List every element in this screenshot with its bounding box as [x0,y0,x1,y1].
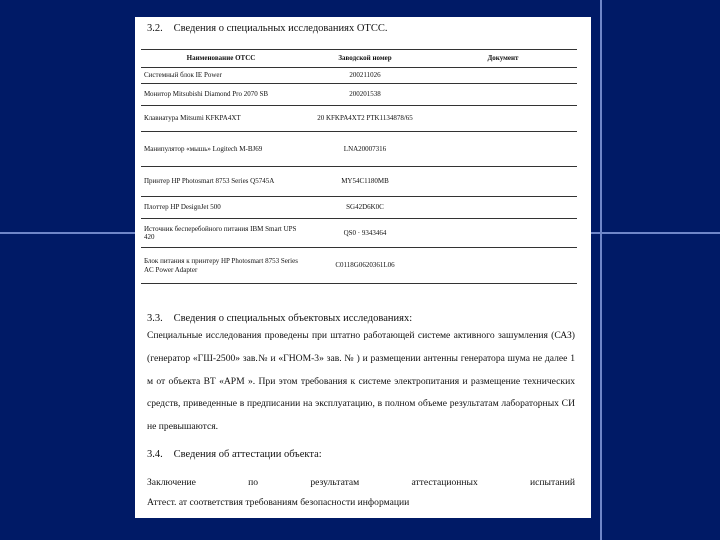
table-header-row [141,50,577,68]
row-name: Источник бесперебойного питания IBM Smart UPS 420 [141,219,301,248]
row-serial: 200201538 [301,84,429,106]
conclusion-word: аттестационных [411,477,478,488]
header-serial: Заводской номер [301,50,429,68]
row-serial: 200211026 [301,68,429,84]
table-row [141,68,577,84]
row-serial: MY54C1180MB [301,167,429,197]
table-row [141,197,577,219]
conclusion-word: испытаний [530,477,575,488]
row-doc [429,197,577,219]
header-document: Документ [429,50,577,68]
row-name: Блок питания к принтеру HP Photosmart 8753 Series AC Power Adapter [141,248,301,284]
header-name: Наименование ОТСС [141,50,301,68]
table-row [141,167,577,197]
background-vertical-line [600,0,602,540]
row-doc [429,68,577,84]
section-3-2-heading [147,23,387,34]
row-doc [429,106,577,132]
row-name: Принтер HP Photosmart 8753 Series Q5745A [141,167,301,197]
table-row [141,84,577,106]
conclusion-line-2: Аттест. ат соответствия требованиям безопасности информации [147,497,410,508]
row-name: Клавиатура Mitsumi KFKPA4XT [141,106,301,132]
section-3-3-title: Сведения о специальных объектовых исследованиях: [173,313,413,324]
row-name: Плоттер HP DesignJet 500 [141,197,301,219]
row-doc [429,167,577,197]
conclusion-word: результатам [310,477,360,488]
document-page [135,17,591,518]
section-3-3-number: 3.3. [147,313,163,324]
section-3-2-number: 3.2. [147,23,163,34]
row-doc [429,84,577,106]
row-name: Монитор Mitsubishi Diamond Pro 2070 SB [141,84,301,106]
table-row [141,132,577,167]
otss-table [141,49,577,284]
conclusion-word: по [248,477,259,488]
row-serial: QS0 · 9343464 [301,219,429,248]
table-row [141,219,577,248]
section-3-4-title: Сведения об аттестации объекта: [173,449,322,460]
conclusion-word: Заключение [147,477,196,488]
row-doc [429,248,577,284]
table-row [141,106,577,132]
row-name: Системный блок IE Power [141,68,301,84]
row-serial: SG42D6K0C [301,197,429,219]
conclusion-line [147,477,575,488]
section-3-3-heading [147,313,412,324]
row-doc [429,219,577,248]
row-serial: 20 KFKPA4XT2 PTK1134878/65 [301,106,429,132]
row-serial: LNA20007316 [301,132,429,167]
section-3-4-heading [147,449,322,460]
table-row [141,248,577,284]
section-3-2-title: Сведения о специальных исследованиях ОТСС. [173,23,388,34]
row-serial: C0118G0620361L06 [301,248,429,284]
row-doc [429,132,577,167]
row-name: Манипулятор «мышь» Logitech M-BJ69 [141,132,301,167]
section-3-4-number: 3.4. [147,449,163,460]
section-3-3-paragraph: Специальные исследования проведены при штатно работающей системе активного зашумления (САЗ) (генератор «ГШ-2500» зав.№ и «ГНОМ-3» зав. № ) и размещении антенны генератора шума не далее 1 м от объекта ВТ «АРМ ». При этом требования к системе электропитания и размещение технических средств, приведенные в предписании на эксплуатацию, в полном объеме результатам лабораторных СИ не превышаются. [147,330,575,433]
